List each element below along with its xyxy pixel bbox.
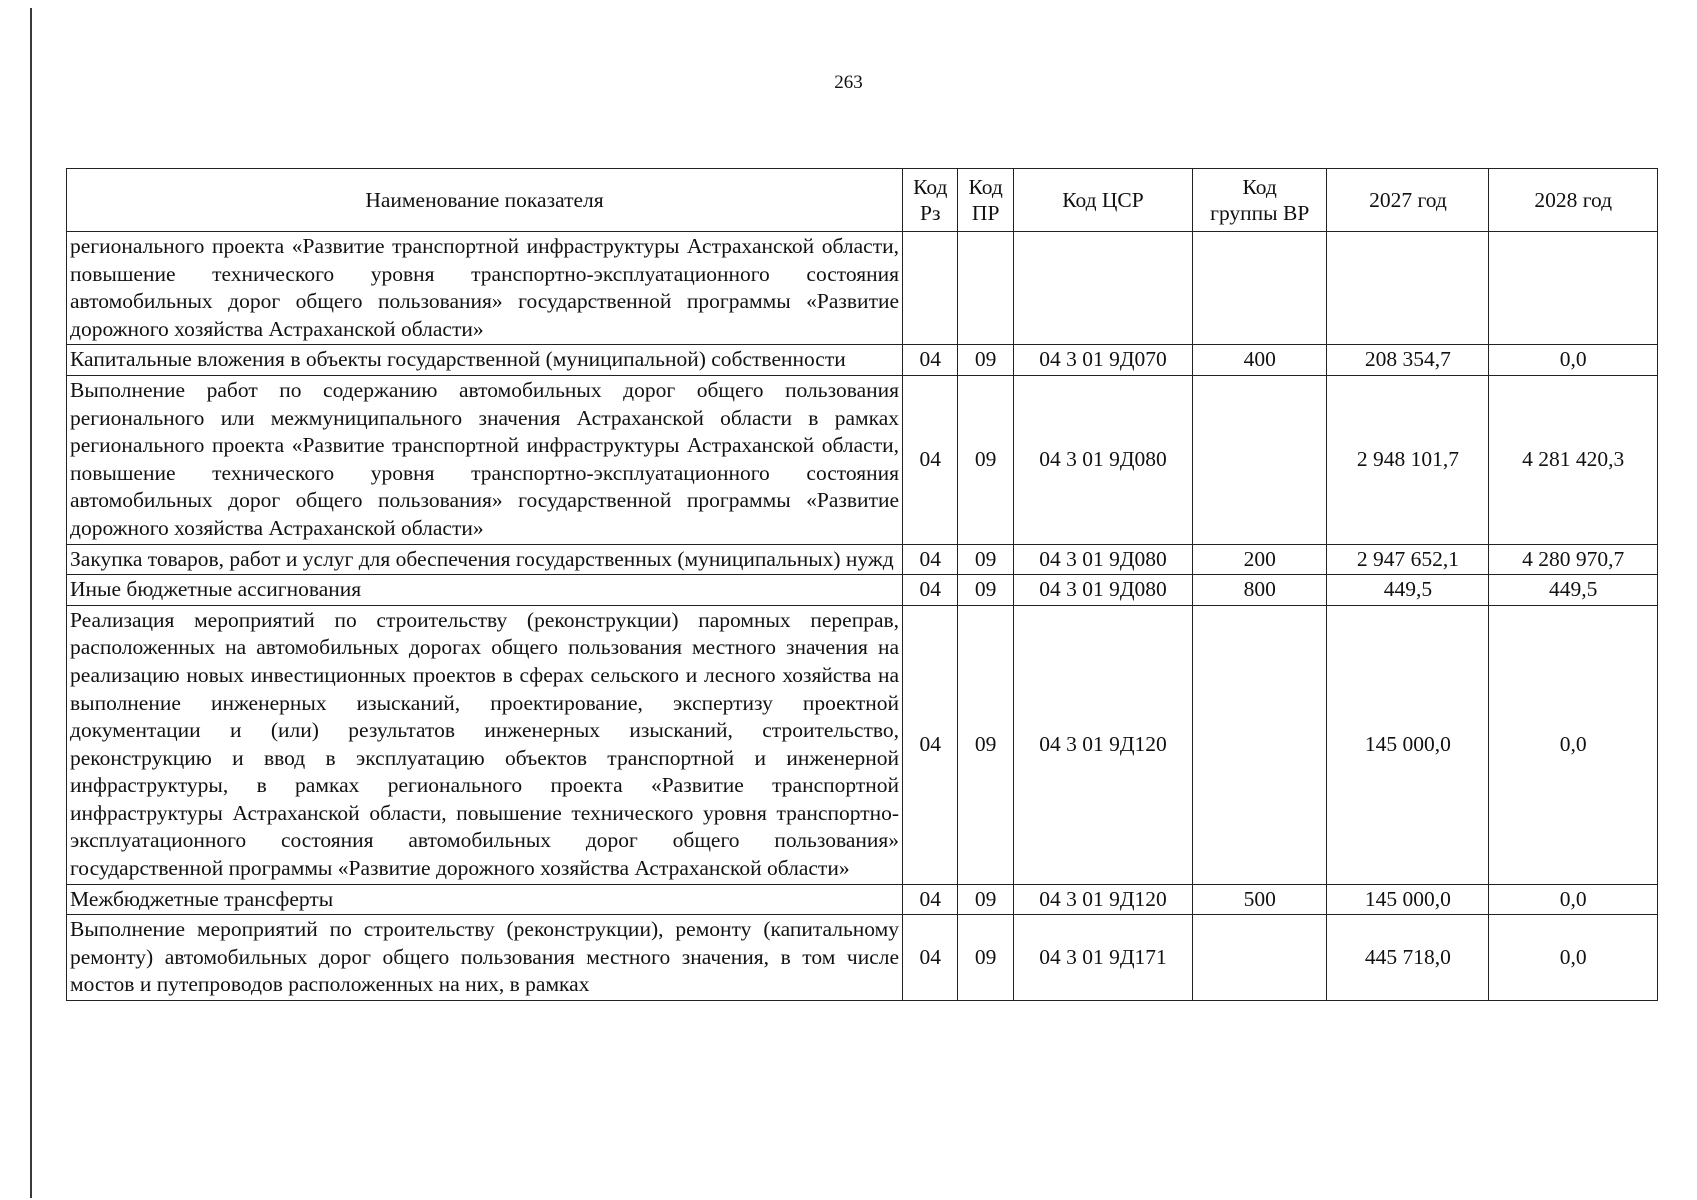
- row-name: Иные бюджетные ассигнования: [67, 575, 903, 606]
- table-row: [67, 915, 1658, 1001]
- row-2028: 0,0: [1489, 605, 1658, 884]
- row-pr: 09: [958, 575, 1013, 606]
- row-name: Закупка товаров, работ и услуг для обеспечения государственных (муниципальных) нужд: [67, 544, 903, 575]
- row-2028: 0,0: [1489, 915, 1658, 1001]
- row-vr: [1193, 915, 1327, 1001]
- row-pr: 09: [958, 915, 1013, 1001]
- header-vr-line2: группы ВР: [1210, 201, 1310, 225]
- row-csr: 04 3 01 9Д120: [1013, 884, 1192, 915]
- table-row: [67, 884, 1658, 915]
- row-2027: 145 000,0: [1327, 605, 1489, 884]
- row-name: Выполнение мероприятий по строительству (реконструкции), ремонту (капитальному ремонту) автомобильных дорог общего пользования местного значения, в том числе мостов и путепроводов расположенных на них, в рамках: [67, 915, 903, 1001]
- row-rz: 04: [903, 544, 958, 575]
- page-margin-line: [30, 8, 32, 1198]
- row-2028: [1489, 232, 1658, 345]
- row-vr: 200: [1193, 544, 1327, 575]
- row-vr: [1193, 375, 1327, 544]
- row-2028: 0,0: [1489, 884, 1658, 915]
- row-vr: 500: [1193, 884, 1327, 915]
- row-vr: [1193, 232, 1327, 345]
- header-rz: [903, 169, 958, 232]
- budget-table: [66, 168, 1658, 1001]
- table-row: [67, 544, 1658, 575]
- row-2027: 208 354,7: [1327, 345, 1489, 376]
- page-number: 263: [834, 72, 863, 93]
- header-pr-line2: ПР: [971, 201, 1000, 225]
- row-csr: 04 3 01 9Д080: [1013, 544, 1192, 575]
- row-csr: 04 3 01 9Д070: [1013, 345, 1192, 376]
- row-rz: [903, 232, 958, 345]
- row-rz: 04: [903, 915, 958, 1001]
- header-vr-line1: Код: [1242, 175, 1277, 199]
- header-rz-line2: Рз: [920, 201, 941, 225]
- row-pr: 09: [958, 544, 1013, 575]
- row-rz: 04: [903, 605, 958, 884]
- header-pr-line1: Код: [968, 175, 1003, 199]
- row-2027: [1327, 232, 1489, 345]
- row-rz: 04: [903, 575, 958, 606]
- header-csr: Код ЦСР: [1013, 169, 1192, 232]
- row-name: Межбюджетные трансферты: [67, 884, 903, 915]
- row-2028: 449,5: [1489, 575, 1658, 606]
- row-vr: 800: [1193, 575, 1327, 606]
- table-row: [67, 375, 1658, 544]
- table-header-row: [67, 169, 1658, 232]
- row-rz: 04: [903, 375, 958, 544]
- row-pr: 09: [958, 605, 1013, 884]
- row-csr: [1013, 232, 1192, 345]
- row-2027: 445 718,0: [1327, 915, 1489, 1001]
- row-pr: [958, 232, 1013, 345]
- row-name: Капитальные вложения в объекты государственной (муниципальной) собственности: [67, 345, 903, 376]
- table-row: [67, 575, 1658, 606]
- header-name: Наименование показателя: [67, 169, 903, 232]
- row-rz: 04: [903, 345, 958, 376]
- table-row: [67, 232, 1658, 345]
- row-2028: 4 280 970,7: [1489, 544, 1658, 575]
- row-name: регионального проекта «Развитие транспортной инфраструктуры Астраханской области, повышение технического уровня транспортно-эксплуатационного состояния автомобильных дорог общего пользования» государственной программы «Развитие дорожного хозяйства Астраханской области»: [67, 232, 903, 345]
- header-vr: [1193, 169, 1327, 232]
- row-rz: 04: [903, 884, 958, 915]
- row-2028: 4 281 420,3: [1489, 375, 1658, 544]
- row-vr: [1193, 605, 1327, 884]
- row-2027: 2 948 101,7: [1327, 375, 1489, 544]
- header-pr: [958, 169, 1013, 232]
- row-pr: 09: [958, 345, 1013, 376]
- row-2027: 145 000,0: [1327, 884, 1489, 915]
- header-rz-line1: Код: [913, 175, 948, 199]
- table-row: [67, 345, 1658, 376]
- row-csr: 04 3 01 9Д120: [1013, 605, 1192, 884]
- header-2027: 2027 год: [1327, 169, 1489, 232]
- row-2028: 0,0: [1489, 345, 1658, 376]
- row-name: Реализация мероприятий по строительству (реконструкции) паромных переправ, расположенных на автомобильных дорогах общего пользования местного значения на реализацию новых инвестиционных проектов в сферах сельского и лесного хозяйства на выполнение инженерных изысканий, проектирование, экспертизу проектной документации и (или) результатов инженерных изысканий, строительство, реконструкцию и ввод в эксплуатацию объектов транспортной и инженерной инфраструктуры, в рамках регионального проекта «Развитие транспортной инфраструктуры Астраханской области, повышение технического уровня транспортно-эксплуатационного состояния автомобильных дорог общего пользования» государственной программы «Развитие дорожного хозяйства Астраханской области»: [67, 605, 903, 884]
- header-2028: 2028 год: [1489, 169, 1658, 232]
- row-2027: 449,5: [1327, 575, 1489, 606]
- row-pr: 09: [958, 884, 1013, 915]
- row-csr: 04 3 01 9Д080: [1013, 375, 1192, 544]
- row-csr: 04 3 01 9Д171: [1013, 915, 1192, 1001]
- row-2027: 2 947 652,1: [1327, 544, 1489, 575]
- row-name: Выполнение работ по содержанию автомобильных дорог общего пользования регионального или межмуниципального значения Астраханской области в рамках регионального проекта «Развитие транспортной инфраструктуры Астраханской области, повышение технического уровня транспортно-эксплуатационного состояния автомобильных дорог общего пользования» государственной программы «Развитие дорожного хозяйства Астраханской области»: [67, 375, 903, 544]
- row-vr: 400: [1193, 345, 1327, 376]
- row-csr: 04 3 01 9Д080: [1013, 575, 1192, 606]
- table-row: [67, 605, 1658, 884]
- row-pr: 09: [958, 375, 1013, 544]
